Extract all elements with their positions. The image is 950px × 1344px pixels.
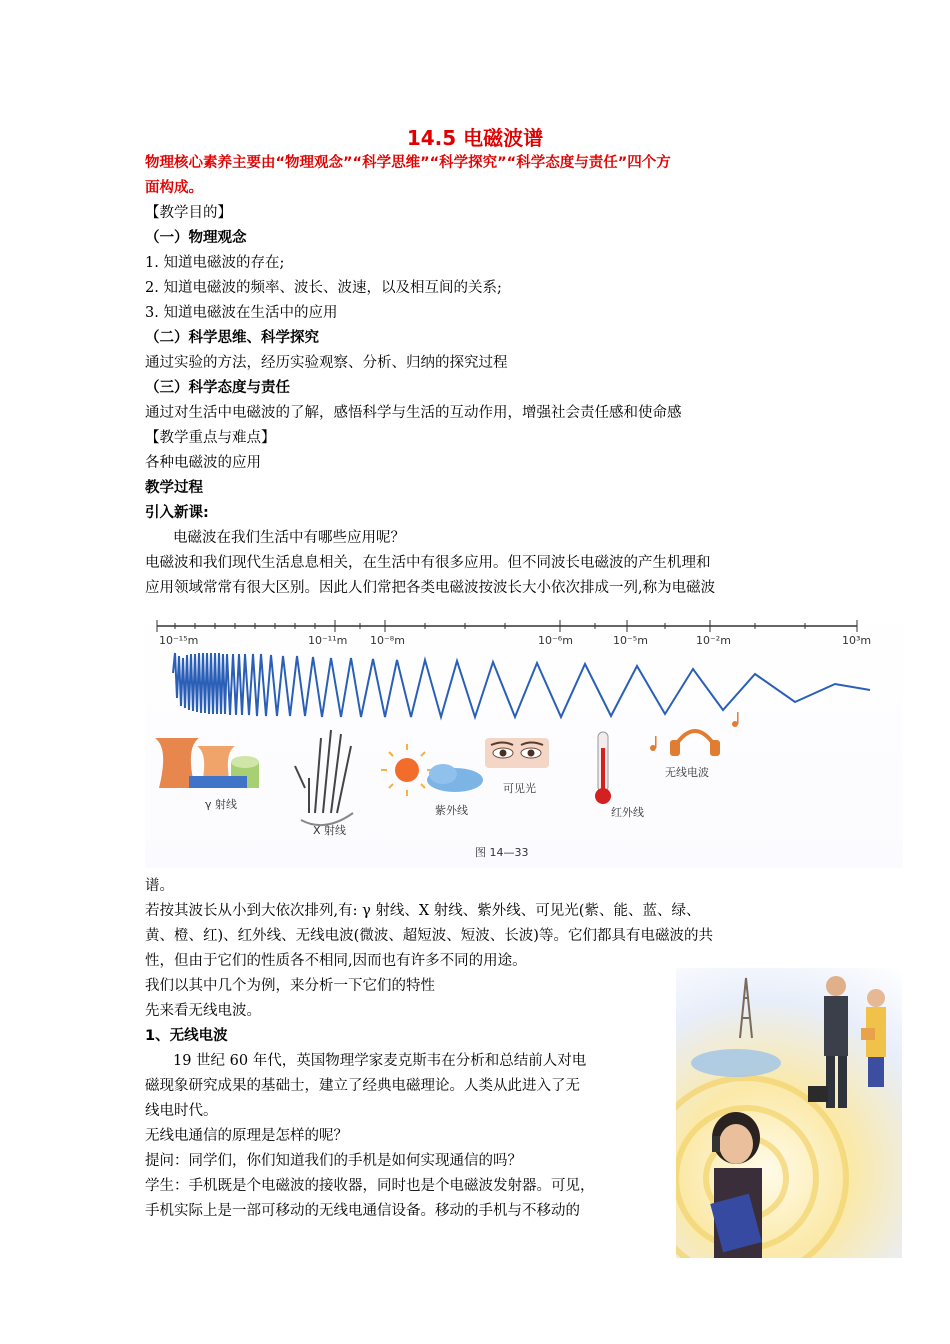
paragraph-3: 我们以其中几个为例，来分析一下它们的特性 [145,978,435,994]
radio-paragraph-line: 磁现象研究成果的基础士，建立了经典电磁理论。人类从此进入了无 [145,1078,580,1094]
new-lesson-heading: 引入新课: [145,505,209,521]
mobile-communication-photo [676,968,902,1258]
paragraph-2-line: 性，但由于它们的性质各不相同,因而也有许多不同的用途。 [145,953,527,969]
question-1: 电磁波在我们生活中有哪些应用呢？ [173,530,405,546]
section-2-text: 通过实验的方法，经历实验观察、分析、归纳的探究过程 [145,355,508,371]
radio-question: 无线电通信的原理是怎样的呢？ [145,1128,348,1144]
radio-heading: 1、无线电波 [145,1028,228,1044]
scale-label: 10⁻¹¹m [308,634,348,647]
cooling-tower-icon [155,738,259,788]
headphones-icon [670,731,720,756]
section-1-item: 3. 知道电磁波在生活中的应用 [145,305,338,321]
sun-cloud-icon [381,744,483,796]
paragraph-2-line: 若按其波长从小到大依次排列,有: γ 射线、X 射线、紫外线、可见光(紫、能、蓝、绿、 [145,903,701,919]
woman-on-phone-figure [710,1112,762,1258]
section-2-heading: （二）科学思维、科学探究 [145,330,319,346]
section-3-heading: （三）科学态度与责任 [145,380,290,396]
figure-caption: 图 14—33 [475,846,529,859]
scale-label: 10³m [842,634,872,647]
radio-label: 无线电波 [665,766,709,779]
xray-label: X 射线 [313,824,347,837]
gamma-label: γ 射线 [205,798,238,811]
student-answer-line: 学生：手机既是个电磁波的接收器，同时也是个电磁波发射器。可见， [145,1178,595,1194]
ir-label: 红外线 [611,806,644,819]
paragraph-2-line: 黄、橙、红)、红外线、无线电波(微波、超短波、短波、长波)等。它们都具有电磁波的共 [145,928,713,944]
goals-heading: 【教学目的】 [145,205,232,221]
radio-paragraph-line: 19 世纪 60 年代，英国物理学家麦克斯韦在分析和总结前人对电 [173,1053,587,1069]
visible-label: 可见光 [503,782,536,795]
section-1-item: 1. 知道电磁波的存在; [145,255,285,271]
section-3-text: 通过对生活中电磁波的了解，感悟科学与生活的互动作用，增强社会责任感和使命感 [145,405,682,421]
spectrum-illustration [145,598,903,868]
paragraph-1-line: 应用领域常常有很大区别。因此人们常把各类电磁波按波长大小依次排成一列,称为电磁波 [145,580,716,596]
businessman-figure [808,976,848,1108]
scale-label: 10⁻²m [696,634,731,647]
page-title: 14.5 电磁波谱 [406,126,544,150]
tower-icon [740,978,752,1038]
process-heading: 教学过程 [145,480,203,496]
section-1-heading: （一）物理观念 [145,230,247,246]
wave-curve [173,653,870,717]
scale-label: 10⁻⁸m [370,634,405,647]
scale-label: 10⁻⁵m [613,634,648,647]
paragraph-1-line: 电磁波和我们现代生活息息相关，在生活中有很多应用。但不同波长电磁波的产生机理和 [145,555,711,571]
keypoints-heading: 【教学重点与难点】 [145,430,276,446]
radio-paragraph-line: 线电时代。 [145,1103,218,1119]
em-spectrum-figure [145,598,903,868]
keypoints-text: 各种电磁波的应用 [145,455,261,471]
eyes-icon [485,738,549,768]
paragraph-4: 先来看无线电波。 [145,1003,261,1019]
xray-hand-icon [295,730,353,825]
thermometer-icon [595,732,611,804]
uv-label: 紫外线 [435,804,468,817]
businesswoman-figure [861,989,886,1087]
scale-label: 10⁻¹⁵m [159,634,199,647]
section-1-item: 2. 知道电磁波的频率、波长、波速，以及相互间的关系; [145,280,502,296]
paragraph-1-end: 谱。 [145,878,174,894]
student-answer-line: 手机实际上是一部可移动的无线电通信设备。移动的手机与不移动的 [145,1203,580,1219]
radio-ask: 提问：同学们，你们知道我们的手机是如何实现通信的吗？ [145,1153,522,1169]
intro-line-2: 面构成。 [145,180,203,196]
scale-label: 10⁻⁶m [538,634,573,647]
people-illustration [676,968,902,1258]
intro-line-1: 物理核心素养主要由“物理观念”“科学思维”“科学探究”“科学态度与责任”四个方 [145,155,671,171]
